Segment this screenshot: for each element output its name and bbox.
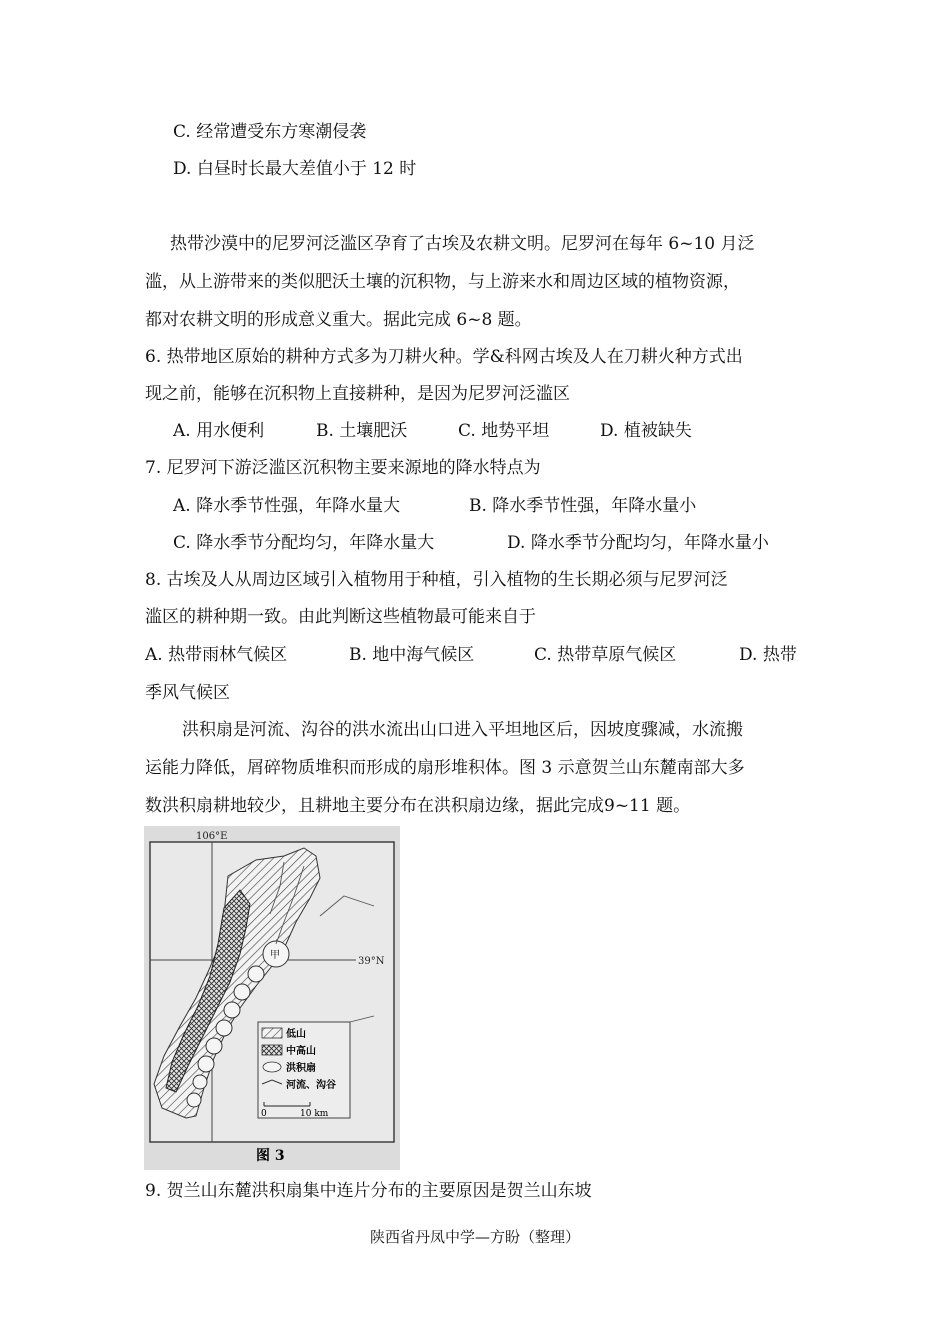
passage2-line1: 洪积扇是河流、沟谷的洪水流出山口进入平坦地区后，因坡度骤减，水流搬 (182, 720, 743, 740)
figure-caption: 图 3 (256, 1148, 285, 1164)
legend-midhigh-swatch (262, 1045, 282, 1055)
scale-end: 10 km (300, 1109, 329, 1119)
legend-low-label: 低山 (286, 1029, 306, 1040)
q7-option-d: D. 降水季节分配均匀，年降水量小 (507, 533, 769, 553)
q8-option-d: D. 热带 (739, 645, 797, 665)
legend-river-label: 河流、沟谷 (286, 1080, 336, 1091)
page-footer: 陕西省丹凤中学—方盼（整理） (369, 1228, 580, 1246)
q8-option-b: B. 地中海气候区 (349, 645, 475, 665)
lon-label: 106°E (196, 831, 228, 842)
q7-option-c: C. 降水季节分配均匀，年降水量大 (173, 533, 435, 553)
q6-option-a: A. 用水便利 (173, 421, 265, 441)
alluvial-fan (234, 984, 250, 1000)
q9-stem: 9. 贺兰山东麓洪积扇集中连片分布的主要原因是贺兰山东坡 (145, 1181, 592, 1201)
legend-low-swatch (262, 1028, 282, 1038)
q8-option-c: C. 热带草原气候区 (534, 645, 677, 665)
q5-option-c: C. 经常遭受东方寒潮侵袭 (173, 122, 367, 142)
passage1-line2: 滥，从上游带来的类似肥沃土壤的沉积物，与上游来水和周边区域的植物资源， (145, 272, 740, 292)
q7-stem: 7. 尼罗河下游泛滥区沉积物主要来源地的降水特点为 (145, 458, 541, 478)
q8-option-d-wrap: 季风气候区 (145, 683, 230, 703)
alluvial-fan (193, 1075, 207, 1089)
q6-stem-line2: 现之前，能够在沉积物上直接耕种，是因为尼罗河泛滥区 (145, 384, 570, 404)
legend-fan-swatch (263, 1062, 281, 1072)
q8-stem-line2: 滥区的耕种期一致。由此判断这些植物最可能来自于 (145, 607, 536, 627)
q8-stem-line1: 8. 古埃及人从周边区域引入植物用于种植，引入植物的生长期必须与尼罗河泛 (145, 570, 728, 590)
alluvial-fan (198, 1056, 214, 1072)
q6-option-d: D. 植被缺失 (600, 421, 692, 441)
passage1-line3: 都对农耕文明的形成意义重大。据此完成 6~8 题。 (145, 310, 532, 330)
marker-jia: 甲 (270, 950, 280, 961)
alluvial-fan (187, 1093, 201, 1107)
legend-fan-label: 洪积扇 (286, 1063, 316, 1074)
scale-zero: 0 (261, 1109, 267, 1119)
alluvial-fan (206, 1038, 222, 1054)
legend-midhigh-label: 中高山 (286, 1046, 316, 1057)
q6-option-c: C. 地势平坦 (458, 421, 550, 441)
alluvial-fan (224, 1002, 240, 1018)
passage1-line1: 热带沙漠中的尼罗河泛滥区孕育了古埃及农耕文明。尼罗河在每年 6~10 月泛 (170, 234, 755, 254)
q8-option-a: A. 热带雨林气候区 (145, 645, 288, 665)
q6-option-b: B. 土壤肥沃 (316, 421, 408, 441)
legend (258, 1022, 350, 1119)
passage2-line2: 运能力降低，屑碎物质堆积而形成的扇形堆积体。图 3 示意贺兰山东麓南部大多 (145, 758, 745, 778)
lat-label: 39°N (358, 956, 385, 967)
passage2-line3: 数洪积扇耕地较少，且耕地主要分布在洪积扇边缘，据此完成9~11 题。 (145, 796, 691, 816)
alluvial-fan (216, 1020, 232, 1036)
figure-3-map (144, 826, 400, 1170)
q7-option-a: A. 降水季节性强，年降水量大 (173, 496, 401, 516)
alluvial-fan (248, 966, 264, 982)
q7-option-b: B. 降水季节性强，年降水量小 (469, 496, 697, 516)
q6-stem-line1: 6. 热带地区原始的耕种方式多为刀耕火种。学&科网古埃及人在刀耕火种方式出 (145, 347, 743, 367)
q5-option-d: D. 白昼时长最大差值小于 12 时 (173, 159, 417, 179)
